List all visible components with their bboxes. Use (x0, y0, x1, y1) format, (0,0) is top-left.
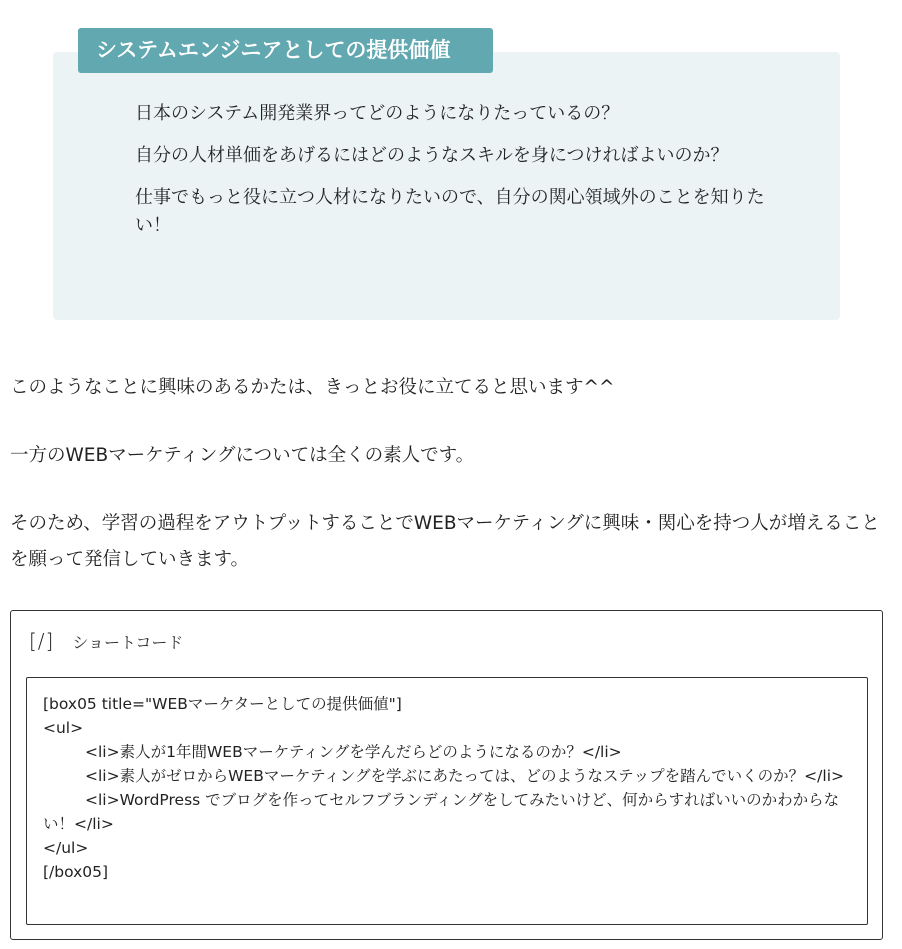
shortcode-block[interactable] (10, 610, 883, 940)
paragraph: そのため、学習の過程をアウトプットすることでWEBマーケティングに興味・関心を持つ人が増えることを願って発信していきます。 (10, 513, 880, 570)
value-list (135, 100, 785, 254)
value-box (53, 52, 840, 320)
paragraph: このようなことに興味のあるかたは、きっとお役に立てると思います^^ (10, 377, 615, 398)
value-list-item: 仕事でもっと役に立つ人材になりたいので、自分の関心領域外のことを知りたい！ (135, 187, 765, 236)
code-line: [box05 title="WEBマーケターとしての提供価値"] (43, 695, 402, 713)
code-line: <li>素人がゼロからWEBマーケティングを学ぶにあたっては、どのようなステップを踏んでいくのか？</li> (85, 767, 844, 785)
code-line: [/box05] (43, 863, 109, 881)
shortcode-label: ショートコード (72, 632, 184, 652)
code-line: <li>素人が1年間WEBマーケティングを学んだらどのようになるのか？</li> (85, 743, 622, 761)
value-box-title: システムエンジニアとしての提供価値 (78, 28, 493, 73)
shortcode-icon: [/] (29, 629, 55, 653)
value-list-item: 日本のシステム開発業界ってどのようになりたっているの？ (135, 103, 620, 124)
shortcode-header (29, 627, 183, 655)
code-line: <ul> (43, 719, 84, 737)
code-line: </ul> (43, 839, 89, 857)
code-line: <li>WordPress でブログを作ってセルフブランディングをしてみたいけど、何からすればいいのかわからない！</li> (43, 791, 840, 833)
paragraph: 一方のWEBマーケティングについては全くの素人です。 (10, 445, 475, 466)
value-list-item: 自分の人材単価をあげるにはどのようなスキルを身につければよいのか？ (135, 145, 729, 166)
shortcode-textarea[interactable] (26, 677, 868, 925)
